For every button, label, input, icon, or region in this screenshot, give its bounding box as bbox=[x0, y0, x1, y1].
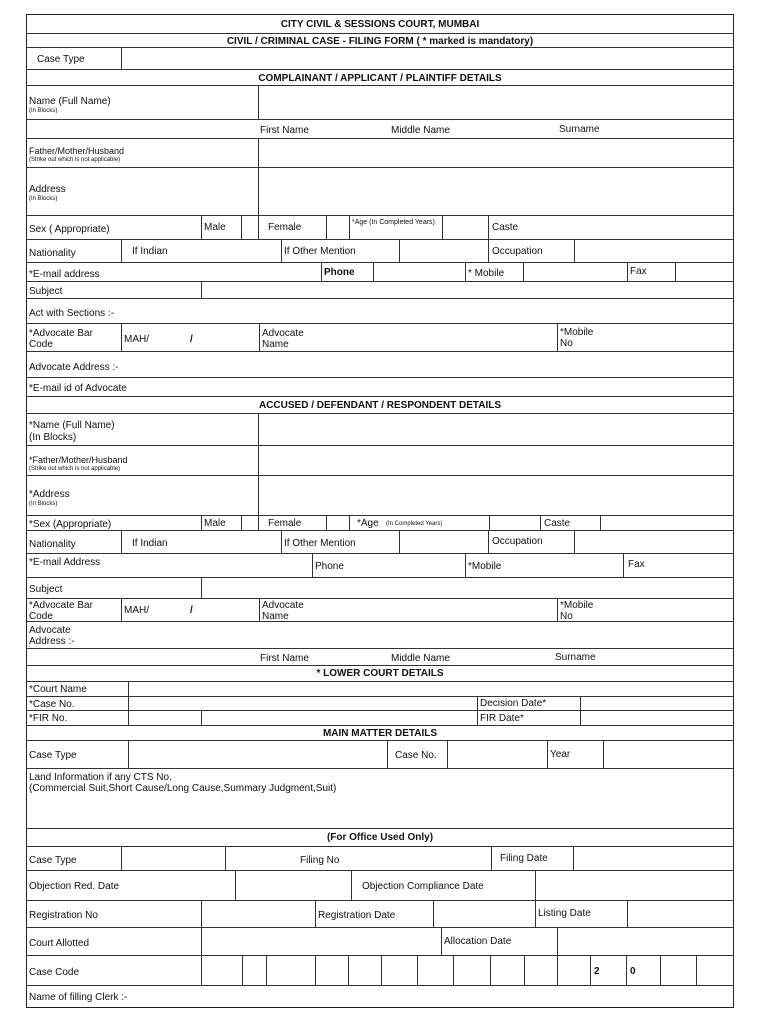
accused-strike-note: (Strike out which is not applicable) bbox=[29, 466, 121, 472]
accused-phone-cell[interactable] bbox=[312, 554, 465, 577]
accused-female-cell bbox=[258, 516, 326, 530]
complainant-sex-label: Sex ( Appropriate) bbox=[29, 224, 110, 235]
office-court-row bbox=[27, 928, 733, 956]
office-court-allotted-field[interactable] bbox=[201, 928, 441, 955]
lower-court-decision-label: Decision Date* bbox=[480, 698, 547, 709]
complainant-adv-name-cell[interactable] bbox=[259, 324, 557, 351]
filing-form bbox=[26, 14, 734, 1008]
case-code-box-13[interactable] bbox=[626, 956, 660, 985]
complainant-if-other-cell bbox=[281, 240, 399, 262]
office-registration-row bbox=[27, 901, 733, 928]
accused-relation-field[interactable] bbox=[258, 446, 733, 475]
accused-occupation-cell bbox=[488, 531, 574, 553]
accused-sex-label: *Sex (Appropriate) bbox=[29, 519, 112, 530]
office-court-allotted-label: Court Allotted bbox=[29, 938, 90, 949]
complainant-female-label: Female bbox=[268, 222, 302, 233]
complainant-adv-mobile-cell[interactable] bbox=[557, 324, 733, 351]
accused-male-box[interactable] bbox=[241, 516, 258, 530]
accused-fax-label: Fax bbox=[628, 559, 645, 570]
accused-section-header bbox=[27, 397, 733, 414]
office-section-title: (For Office Used Only) bbox=[326, 832, 434, 843]
accused-age-cell bbox=[349, 516, 489, 530]
main-matter-case-no-field[interactable] bbox=[447, 741, 547, 768]
complainant-occupation-cell bbox=[488, 240, 574, 262]
office-filing-no-cell[interactable] bbox=[225, 847, 491, 870]
office-objection-red-label: Objection Red. Date bbox=[29, 881, 120, 892]
complainant-male-cell bbox=[201, 216, 241, 239]
case-code-box-8[interactable] bbox=[453, 956, 490, 985]
main-matter-suit-types: (Commercial Suit,Short Cause/Long Cause,Summary Judgment,Suit) bbox=[29, 783, 337, 794]
lower-court-name-label: *Court Name bbox=[29, 684, 87, 695]
complainant-name-parts-row bbox=[27, 120, 733, 139]
office-listing-date-label: Listing Date bbox=[538, 908, 591, 919]
complainant-subject-row bbox=[27, 282, 733, 299]
complainant-address-row bbox=[27, 168, 733, 216]
case-code-box-6[interactable] bbox=[381, 956, 417, 985]
complainant-mobile-field[interactable] bbox=[523, 263, 627, 281]
accused-surname: Surname bbox=[555, 652, 596, 663]
office-objection-compliance-label: Objection Compliance Date bbox=[362, 881, 484, 892]
lower-court-fir-field-a[interactable] bbox=[128, 711, 201, 725]
complainant-phone-label: Phone bbox=[324, 267, 355, 278]
accused-name-row bbox=[27, 414, 733, 446]
office-objection-compliance-field[interactable] bbox=[535, 871, 733, 900]
office-allocation-date-label: Allocation Date bbox=[444, 936, 512, 947]
accused-subject-row bbox=[27, 578, 733, 599]
complainant-relation-label: Father/Mother/Husband bbox=[29, 146, 125, 156]
complainant-email-label: *E-mail address bbox=[29, 269, 100, 280]
accused-address-blocks: (In Blocks) bbox=[29, 501, 58, 507]
accused-occupation-field[interactable] bbox=[574, 531, 733, 553]
accused-middle-name: Middle Name bbox=[391, 653, 450, 664]
main-matter-land-row[interactable] bbox=[27, 769, 733, 829]
lower-court-name-field[interactable] bbox=[128, 682, 733, 696]
accused-mobile-label: *Mobile bbox=[468, 561, 502, 572]
main-matter-case-type-label: Case Type bbox=[29, 750, 77, 761]
accused-phone-label: Phone bbox=[315, 561, 344, 572]
office-registration-no-label: Registration No bbox=[29, 910, 98, 921]
lower-court-fir-date-field[interactable] bbox=[580, 711, 733, 725]
accused-name-field[interactable] bbox=[258, 414, 733, 445]
complainant-age-label: *Age (In Completed Years) bbox=[352, 219, 435, 226]
office-registration-no-field[interactable] bbox=[201, 901, 315, 927]
case-code-year-digit-1: 2 bbox=[594, 966, 600, 977]
accused-in-blocks: (In Blocks) bbox=[29, 432, 77, 443]
main-matter-section-title: MAIN MATTER DETAILS bbox=[322, 728, 438, 739]
complainant-relation-field[interactable] bbox=[258, 139, 733, 167]
case-code-box-14[interactable] bbox=[660, 956, 696, 985]
office-objection-red-field[interactable] bbox=[235, 871, 351, 900]
lower-court-decision-cell bbox=[477, 697, 580, 710]
office-clerk-label: Name of filling Clerk :- bbox=[29, 992, 128, 1003]
office-case-type-label: Case Type bbox=[29, 855, 77, 866]
accused-caste-field[interactable] bbox=[600, 516, 733, 530]
complainant-nationality-row bbox=[27, 240, 733, 263]
main-matter-year-field[interactable] bbox=[603, 741, 733, 768]
accused-mah-text: MAH/ bbox=[124, 605, 149, 616]
lower-court-case-field[interactable] bbox=[128, 697, 477, 710]
complainant-adv-email-label: *E-mail id of Advocate bbox=[29, 383, 127, 394]
main-matter-section-header bbox=[27, 726, 733, 741]
complainant-phone-cell bbox=[321, 263, 373, 281]
main-matter-year-cell bbox=[547, 741, 603, 768]
case-code-box-12[interactable] bbox=[590, 956, 626, 985]
main-matter-case-type-field[interactable] bbox=[128, 741, 387, 768]
office-case-code-row bbox=[27, 956, 733, 986]
case-code-box-11[interactable] bbox=[557, 956, 590, 985]
main-matter-case-no-cell bbox=[387, 741, 447, 768]
complainant-slash-text: / bbox=[190, 334, 193, 345]
case-code-box-7[interactable] bbox=[417, 956, 453, 985]
case-code-box-5[interactable] bbox=[348, 956, 381, 985]
accused-fax-cell[interactable] bbox=[623, 554, 733, 577]
complainant-adv-address-row[interactable] bbox=[27, 352, 733, 378]
accused-subject-label: Subject bbox=[29, 584, 63, 595]
complainant-subject-field[interactable] bbox=[201, 282, 733, 298]
case-code-box-3[interactable] bbox=[266, 956, 315, 985]
case-code-year-digit-2: 0 bbox=[630, 966, 636, 977]
complainant-name-label: Name (Full Name) bbox=[29, 96, 111, 107]
main-matter-land-label: Land Information if any CTS No. bbox=[29, 772, 172, 783]
lower-court-fir-field-b[interactable] bbox=[201, 711, 477, 725]
complainant-age-cell bbox=[349, 216, 442, 239]
lower-court-fir-date-cell bbox=[477, 711, 580, 725]
accused-age-label: *Age bbox=[357, 518, 379, 529]
complainant-adv-bar-label: *Advocate Bar Code bbox=[29, 328, 93, 350]
case-code-box-4[interactable] bbox=[315, 956, 348, 985]
accused-nationality-label: Nationality bbox=[29, 539, 76, 550]
accused-age-note: (In Completed Years) bbox=[386, 521, 443, 527]
case-code-box-2[interactable] bbox=[242, 956, 266, 985]
accused-advocate-row bbox=[27, 599, 733, 622]
office-listing-date-field[interactable] bbox=[627, 901, 733, 927]
form-title: CIVIL / CRIMINAL CASE - FILING FORM ( * marked is mandatory) bbox=[226, 36, 534, 47]
accused-if-other-label: If Other Mention bbox=[284, 538, 356, 549]
complainant-act-label: Act with Sections :- bbox=[29, 308, 115, 319]
complainant-in-blocks: (In Blocks) bbox=[29, 108, 58, 114]
accused-adv-mobile-cell[interactable] bbox=[557, 599, 733, 621]
office-filing-date-cell bbox=[491, 847, 573, 870]
form-title-row bbox=[27, 34, 733, 48]
complainant-section-title: COMPLAINANT / APPLICANT / PLAINTIFF DETAILS bbox=[258, 73, 502, 84]
court-title: CITY CIVIL & SESSIONS COURT, MUMBAI bbox=[280, 19, 480, 30]
complainant-adv-mobile-label: *Mobile No bbox=[560, 327, 594, 349]
complainant-relation-row bbox=[27, 139, 733, 168]
lower-court-case-row bbox=[27, 697, 733, 711]
lower-court-case-label: *Case No. bbox=[29, 699, 75, 710]
office-case-type-field[interactable] bbox=[121, 847, 225, 870]
complainant-section-header bbox=[27, 70, 733, 86]
complainant-if-indian-label: If Indian bbox=[132, 246, 168, 257]
complainant-mah-text: MAH/ bbox=[124, 334, 149, 345]
accused-adv-address-label: Advocate Address :- bbox=[29, 625, 75, 647]
complainant-occupation-label: Occupation bbox=[492, 246, 543, 257]
case-code-box-9[interactable] bbox=[490, 956, 524, 985]
complainant-female-cell bbox=[258, 216, 326, 239]
complainant-age-field[interactable] bbox=[442, 216, 488, 239]
main-matter-year-label: Year bbox=[550, 749, 571, 760]
accused-if-indian-cell[interactable] bbox=[121, 531, 281, 553]
complainant-occupation-field[interactable] bbox=[574, 240, 733, 262]
office-allocation-date-field[interactable] bbox=[557, 928, 733, 955]
complainant-sex-row bbox=[27, 216, 733, 240]
accused-occupation-label: Occupation bbox=[492, 536, 543, 547]
case-type-label: Case Type bbox=[37, 54, 85, 65]
complainant-mobile-label: * Mobile bbox=[468, 268, 505, 279]
lower-court-fir-label: *FIR No. bbox=[29, 713, 68, 724]
case-type-row bbox=[27, 48, 733, 70]
accused-if-other-field[interactable] bbox=[399, 531, 488, 553]
accused-mobile-cell[interactable] bbox=[465, 554, 623, 577]
office-section-header bbox=[27, 829, 733, 847]
accused-if-indian-label: If Indian bbox=[132, 538, 168, 549]
office-listing-date-cell bbox=[535, 901, 627, 927]
accused-adv-name-cell[interactable] bbox=[259, 599, 557, 621]
accused-if-other-cell bbox=[281, 531, 399, 553]
complainant-adv-name-label: Advocate Name bbox=[262, 328, 304, 350]
complainant-male-box[interactable] bbox=[241, 216, 258, 239]
accused-female-label: Female bbox=[268, 518, 302, 529]
accused-bar-code-field[interactable] bbox=[121, 599, 259, 621]
accused-adv-name-label: Advocate Name bbox=[262, 600, 304, 622]
lower-court-decision-field[interactable] bbox=[580, 697, 733, 710]
complainant-if-indian-cell[interactable] bbox=[121, 240, 281, 262]
complainant-caste-cell[interactable] bbox=[488, 216, 733, 239]
complainant-first-name: First Name bbox=[260, 125, 309, 136]
complainant-fax-cell bbox=[627, 263, 675, 281]
office-objection-compliance-cell bbox=[351, 871, 535, 900]
complainant-bar-code-field[interactable] bbox=[121, 324, 259, 351]
complainant-mobile-cell bbox=[465, 263, 523, 281]
complainant-address-label: Address bbox=[29, 184, 66, 195]
accused-nationality-row bbox=[27, 531, 733, 554]
accused-age-field[interactable] bbox=[489, 516, 540, 530]
main-matter-case-row bbox=[27, 741, 733, 769]
case-type-field[interactable] bbox=[121, 48, 733, 69]
office-clerk-row[interactable] bbox=[27, 986, 733, 1009]
lower-court-fir-date-label: FIR Date* bbox=[480, 713, 524, 724]
accused-caste-label: Caste bbox=[544, 518, 571, 529]
accused-email-label: *E-mail Address bbox=[29, 557, 101, 568]
complainant-fax-field[interactable] bbox=[675, 263, 733, 281]
office-registration-date-label: Registration Date bbox=[318, 910, 396, 921]
complainant-address-blocks: (In Blocks) bbox=[29, 196, 58, 202]
accused-female-box[interactable] bbox=[326, 516, 349, 530]
office-filing-date-label: Filing Date bbox=[500, 853, 548, 864]
accused-subject-field[interactable] bbox=[201, 578, 733, 598]
accused-caste-cell bbox=[540, 516, 600, 530]
complainant-adv-address-label: Advocate Address :- bbox=[29, 362, 119, 373]
accused-adv-address-row[interactable] bbox=[27, 622, 733, 649]
lower-court-name-row bbox=[27, 682, 733, 697]
complainant-contact-row bbox=[27, 263, 733, 282]
complainant-surname: Surname bbox=[559, 124, 600, 135]
lower-court-fir-row bbox=[27, 711, 733, 726]
accused-name-label: *Name (Full Name) bbox=[29, 420, 115, 431]
complainant-name-row bbox=[27, 86, 733, 120]
office-objection-row bbox=[27, 871, 733, 901]
lower-court-section-header bbox=[27, 666, 733, 682]
accused-relation-row bbox=[27, 446, 733, 476]
complainant-advocate-row bbox=[27, 324, 733, 352]
office-filing-date-field[interactable] bbox=[573, 847, 733, 870]
accused-address-field[interactable] bbox=[258, 476, 733, 515]
court-header-row bbox=[27, 15, 733, 34]
accused-sex-row bbox=[27, 516, 733, 531]
office-filing-no-label: Filing No bbox=[300, 855, 340, 866]
main-matter-case-no-label: Case No. bbox=[395, 750, 437, 761]
complainant-middle-name: Middle Name bbox=[391, 125, 450, 136]
office-case-code-label: Case Code bbox=[29, 967, 80, 978]
office-filing-row bbox=[27, 847, 733, 871]
accused-first-name: First Name bbox=[260, 653, 309, 664]
complainant-strike-note: (Strike out which is not applicable) bbox=[29, 157, 121, 163]
complainant-female-box[interactable] bbox=[326, 216, 349, 239]
accused-male-cell bbox=[201, 516, 241, 530]
complainant-name-field[interactable] bbox=[258, 86, 733, 119]
office-registration-date-cell bbox=[315, 901, 433, 927]
case-code-box-10[interactable] bbox=[524, 956, 557, 985]
accused-relation-label: *Father/Mother/Husband bbox=[29, 455, 128, 465]
accused-address-label: *Address bbox=[29, 489, 70, 500]
office-registration-date-field[interactable] bbox=[433, 901, 535, 927]
office-allocation-date-cell bbox=[441, 928, 557, 955]
complainant-adv-email-row[interactable] bbox=[27, 378, 733, 397]
accused-contact-row bbox=[27, 554, 733, 578]
complainant-subject-label: Subject bbox=[29, 286, 63, 297]
complainant-address-field[interactable] bbox=[258, 168, 733, 215]
accused-section-title: ACCUSED / DEFENDANT / RESPONDENT DETAILS bbox=[258, 400, 502, 411]
complainant-phone-field[interactable] bbox=[373, 263, 465, 281]
complainant-if-other-label: If Other Mention bbox=[284, 246, 356, 257]
complainant-act-row[interactable] bbox=[27, 299, 733, 324]
complainant-fax-label: Fax bbox=[630, 266, 647, 277]
accused-male-label: Male bbox=[204, 518, 226, 529]
accused-adv-bar-label: *Advocate Bar Code bbox=[29, 600, 93, 622]
case-code-box-15[interactable] bbox=[696, 956, 733, 985]
accused-name-parts-row bbox=[27, 649, 733, 666]
accused-slash-text: / bbox=[190, 605, 193, 616]
complainant-male-label: Male bbox=[204, 222, 226, 233]
accused-address-row bbox=[27, 476, 733, 516]
lower-court-section-title: * LOWER COURT DETAILS bbox=[316, 668, 444, 679]
case-code-box-1[interactable] bbox=[201, 956, 242, 985]
complainant-nationality-label: Nationality bbox=[29, 248, 76, 259]
complainant-caste-label: Caste bbox=[492, 222, 519, 233]
accused-adv-mobile-label: *Mobile No bbox=[560, 600, 594, 622]
complainant-if-other-field[interactable] bbox=[399, 240, 488, 262]
